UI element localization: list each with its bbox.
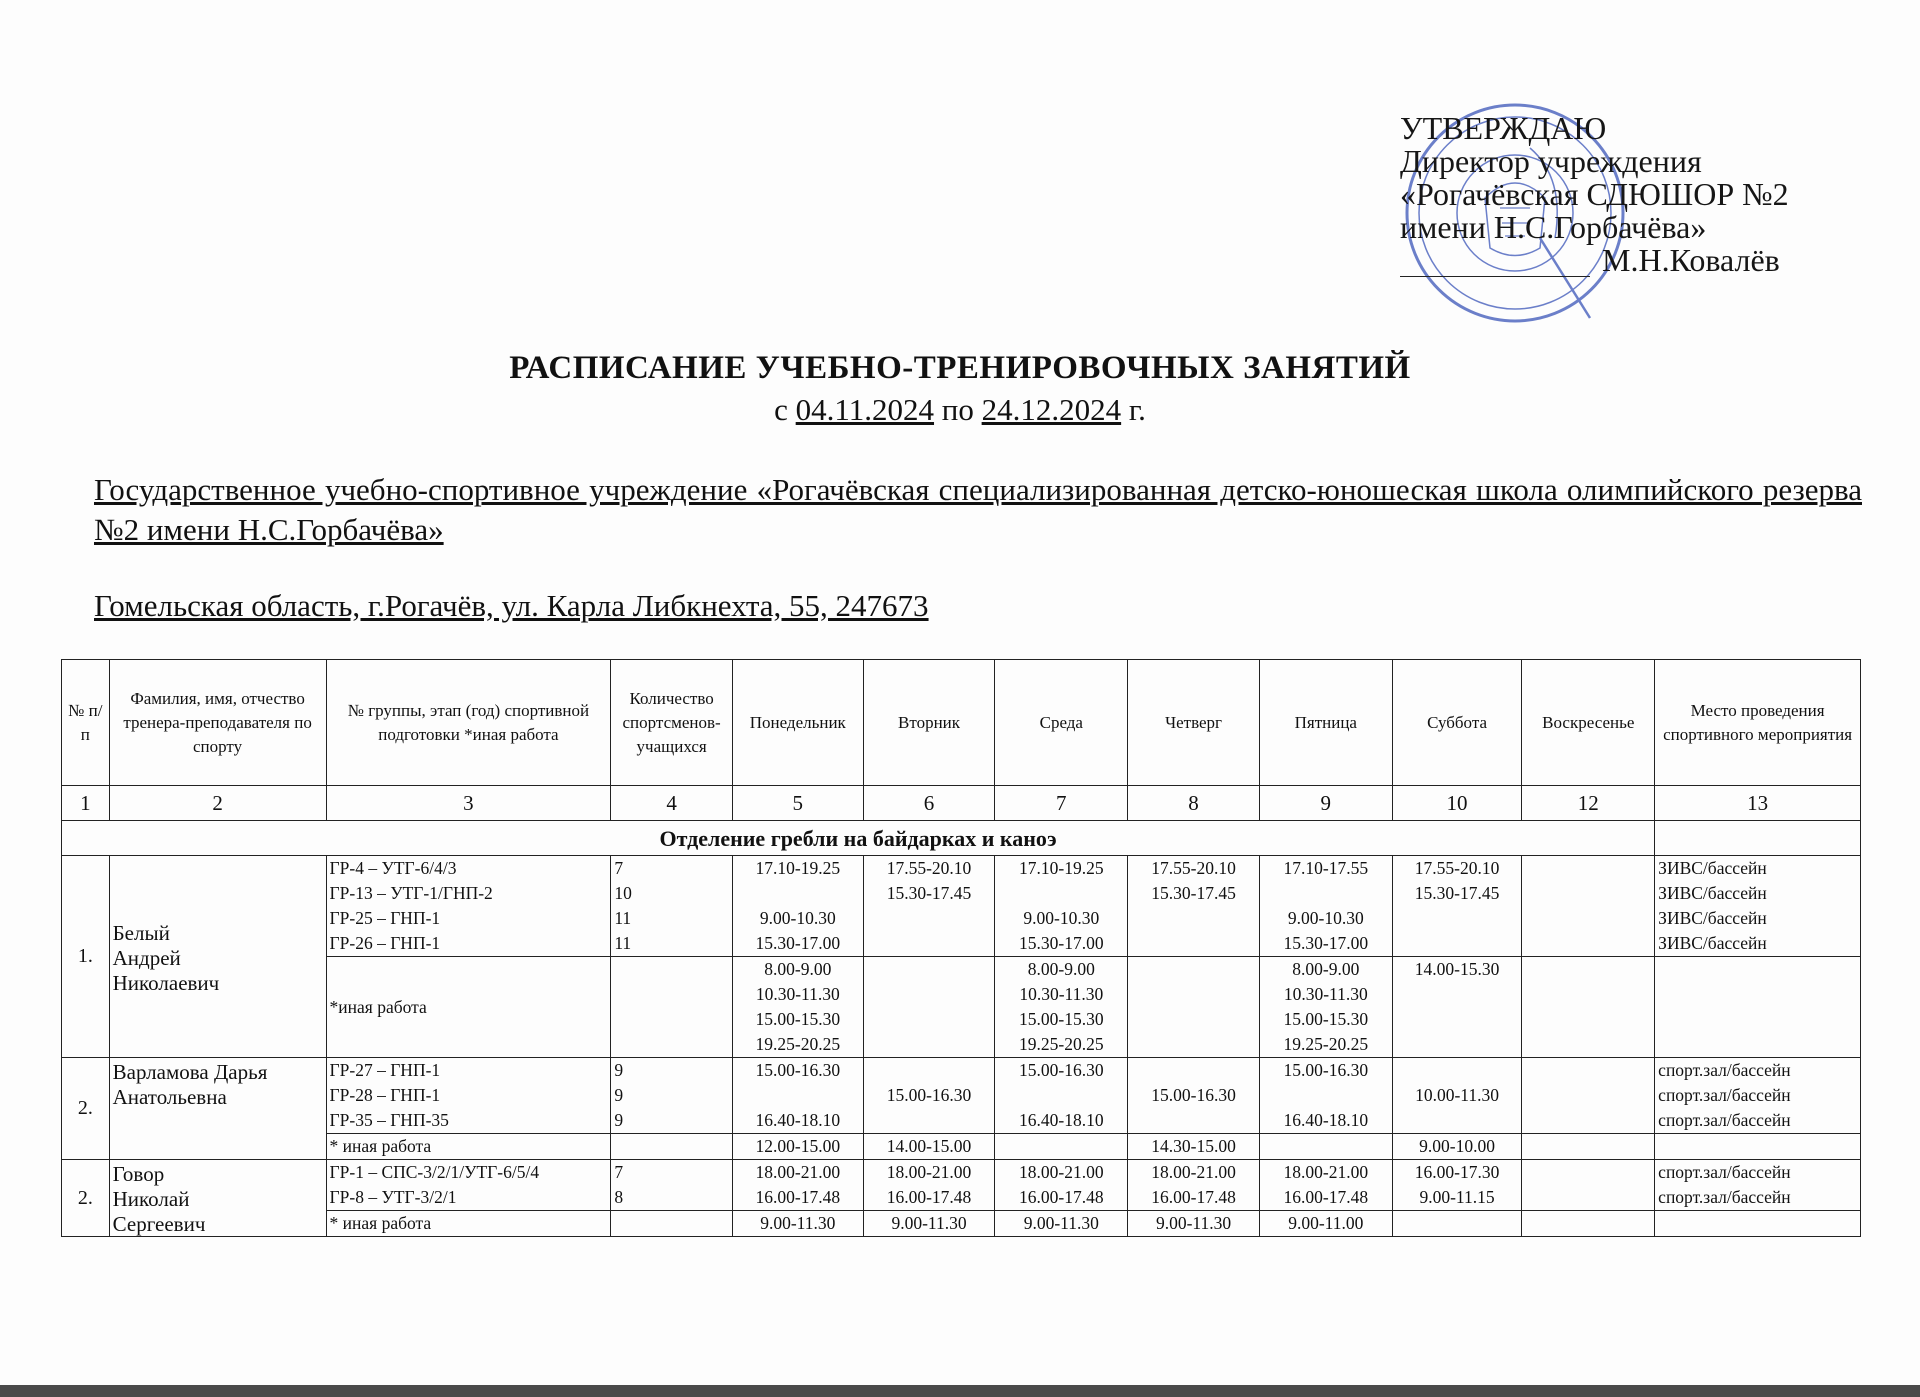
other-work-label: * иная работа (326, 1211, 611, 1237)
section-row (62, 821, 1861, 856)
schedule-wed-line: 15.30-17.00 (1019, 933, 1104, 953)
other-mon (732, 1211, 863, 1237)
approval-signature-row (1400, 244, 1789, 277)
schedule-mon-line: 17.10-19.25 (755, 858, 841, 878)
column-number: 10 (1392, 786, 1522, 821)
organization-address: Гомельская область, г.Рогачёв, ул. Карла Либкнехта, 55, 247673 (94, 588, 929, 623)
scan-edge-bar (0, 1385, 1920, 1397)
schedule-wed-line (998, 1083, 1124, 1108)
signature-line (1400, 250, 1590, 277)
other-mon (732, 1134, 863, 1160)
other-wed-line: 10.30-11.30 (1019, 984, 1104, 1004)
approval-institution-name: имени Н.С.Горбачёва» (1400, 209, 1707, 245)
other-sun (1522, 957, 1655, 1058)
schedule-tue (863, 1160, 995, 1211)
column-number: 5 (732, 786, 863, 821)
schedule-mon-line: 16.00-17.48 (755, 1187, 841, 1207)
schedule-tue-line: 15.00-16.30 (886, 1085, 972, 1105)
column-number-row (62, 786, 1861, 821)
document-title: РАСПИСАНИЕ УЧЕБНО-ТРЕНИРОВОЧНЫХ ЗАНЯТИЙ (509, 350, 1411, 386)
period-end-date: 24.12.2024 (981, 392, 1122, 427)
schedule-fri-line: 15.30-17.00 (1283, 933, 1369, 953)
schedule-fri-line: 9.00-10.30 (1287, 908, 1364, 928)
group-list-line: ГР-26 – ГНП-1 (329, 933, 441, 953)
schedule-wed-line (998, 881, 1124, 906)
other-fri-line: 9.00-11.00 (1288, 1213, 1364, 1233)
other-fri (1259, 957, 1392, 1058)
other-fri-line: 19.25-20.25 (1283, 1034, 1369, 1054)
other-fri-line: 8.00-9.00 (1292, 959, 1360, 979)
other-sat-line: 9.00-10.00 (1419, 1136, 1495, 1156)
coach-name-line: Анатольевна (112, 1085, 227, 1109)
schedule-thu-line (1131, 1108, 1256, 1133)
period-start-date: 04.11.2024 (795, 392, 935, 427)
venue-line: спорт.зал/бассейн (1658, 1060, 1791, 1080)
group-list-line: ГР-4 – УТГ-6/4/3 (329, 858, 457, 878)
schedule-sat (1392, 1058, 1522, 1134)
other-sat (1392, 1134, 1522, 1160)
group-list-line: ГР-1 – СПС-3/2/1/УТГ-6/5/4 (329, 1162, 540, 1182)
column-number: 13 (1655, 786, 1861, 821)
other-thu (1128, 1134, 1260, 1160)
venue (1655, 856, 1861, 957)
schedule-sat-line: 15.30-17.45 (1414, 883, 1500, 903)
schedule-fri-line: 16.00-17.48 (1283, 1187, 1369, 1207)
schedule-mon (732, 856, 863, 957)
other-mon-line: 8.00-9.00 (764, 959, 832, 979)
row-number: 1. (62, 856, 110, 1058)
venue (1655, 1058, 1861, 1134)
schedule-sat-line: 16.00-17.30 (1414, 1162, 1500, 1182)
schedule-thu-line: 17.55-20.10 (1151, 858, 1236, 878)
table-row (62, 1058, 1861, 1134)
schedule-fri (1259, 856, 1392, 957)
schedule-mon-line (736, 881, 860, 906)
schedule-tue-line: 17.55-20.10 (886, 858, 972, 878)
other-wed (995, 957, 1128, 1058)
coach-name-line: Андрей (112, 946, 181, 970)
schedule-fri-line (1263, 881, 1389, 906)
schedule-table (61, 659, 1861, 1237)
other-sun (1522, 1134, 1655, 1160)
athlete-count-line: 7 (614, 858, 624, 878)
schedule-sat-line: 9.00-11.15 (1419, 1187, 1495, 1207)
other-mon-line: 15.00-15.30 (755, 1009, 841, 1029)
schedule-tue-line (867, 1058, 992, 1083)
table-header-row (62, 660, 1861, 786)
other-thu-line: 14.30-15.00 (1151, 1136, 1236, 1156)
other-tue-line: 9.00-11.30 (891, 1213, 967, 1233)
other-sat (1392, 957, 1522, 1058)
column-number: 4 (611, 786, 733, 821)
athlete-count (611, 1160, 733, 1211)
header-tuesday: Вторник (863, 660, 995, 786)
row-number: 2. (62, 1160, 110, 1237)
schedule-tue-line (867, 1108, 992, 1133)
coach-rows (62, 856, 1861, 1237)
coach-name-line: Николай (112, 1187, 190, 1211)
coach-name-line: Варламова Дарья (112, 1060, 268, 1084)
table-row (62, 1160, 1861, 1211)
row-number: 2. (62, 1058, 110, 1160)
other-sun (1522, 1211, 1655, 1237)
schedule-tue-line (867, 931, 992, 956)
schedule-fri-line: 15.00-16.30 (1283, 1060, 1369, 1080)
group-list-line: ГР-25 – ГНП-1 (329, 908, 441, 928)
athlete-count-line: 7 (614, 1162, 624, 1182)
schedule-sat-line (1396, 1058, 1519, 1083)
schedule-thu (1128, 1160, 1260, 1211)
schedule-thu (1128, 856, 1260, 957)
column-number: 1 (62, 786, 110, 821)
schedule-sat-line (1396, 931, 1519, 956)
athlete-count (611, 1058, 733, 1134)
schedule-sun (1522, 1160, 1655, 1211)
other-wed-line: 9.00-11.30 (1023, 1213, 1099, 1233)
column-number: 7 (995, 786, 1128, 821)
schedule-mon-line: 15.30-17.00 (755, 933, 841, 953)
schedule-fri (1259, 1160, 1392, 1211)
header-saturday: Суббота (1392, 660, 1522, 786)
athlete-count-line: 9 (614, 1110, 624, 1130)
schedule-mon-line: 15.00-16.30 (755, 1060, 841, 1080)
schedule-wed (995, 856, 1128, 957)
other-thu-line: 9.00-11.30 (1155, 1213, 1232, 1233)
schedule-mon-line (736, 1083, 860, 1108)
schedule-mon (732, 1160, 863, 1211)
header-place: Место проведения спортивного мероприятия (1655, 660, 1861, 786)
header-count: Количество спортсменов-учащихся (611, 660, 733, 786)
other-sat (1392, 1211, 1522, 1237)
schedule-period: с 04.11.2024 по 24.12.2024 г. (774, 392, 1146, 427)
section-title: Отделение гребли на байдарках и каноэ (62, 821, 1655, 856)
schedule-wed-line: 17.10-19.25 (1019, 858, 1104, 878)
schedule-fri (1259, 1058, 1392, 1134)
schedule-thu-line: 18.00-21.00 (1151, 1162, 1236, 1182)
venue-line: ЗИВС/бассейн (1658, 908, 1767, 928)
schedule-tue-line: 16.00-17.48 (886, 1187, 972, 1207)
athlete-count-line: 9 (614, 1060, 624, 1080)
schedule-sat-line: 17.55-20.10 (1414, 858, 1500, 878)
other-mon-line: 9.00-11.30 (760, 1213, 836, 1233)
schedule-sat (1392, 1160, 1522, 1211)
other-wed-line: 19.25-20.25 (1019, 1034, 1104, 1054)
approval-position: Директор учреждения (1400, 143, 1702, 179)
coach-name (109, 1160, 326, 1237)
schedule-wed-line: 16.00-17.48 (1019, 1187, 1104, 1207)
coach-name-line: Белый (112, 921, 170, 945)
other-mon (732, 957, 863, 1058)
venue-line: спорт.зал/бассейн (1658, 1110, 1791, 1130)
schedule-thu (1128, 1058, 1260, 1134)
athlete-count-line: 10 (614, 883, 632, 903)
athlete-count (611, 856, 733, 957)
schedule-mon-line: 9.00-10.30 (759, 908, 836, 928)
schedule-tue-line: 15.30-17.45 (886, 883, 972, 903)
coach-name (109, 1058, 326, 1160)
schedule-sat-line: 10.00-11.30 (1415, 1085, 1500, 1105)
schedule-sun (1522, 1058, 1655, 1134)
athlete-count-line: 8 (614, 1187, 624, 1207)
group-list (326, 856, 611, 957)
column-number: 9 (1259, 786, 1392, 821)
schedule-thu-line (1131, 906, 1256, 931)
schedule-sat (1392, 856, 1522, 957)
group-list-line: ГР-27 – ГНП-1 (329, 1060, 441, 1080)
schedule-fri-line: 16.40-18.10 (1283, 1110, 1369, 1130)
header-friday: Пятница (1259, 660, 1392, 786)
header-group: № группы, этап (год) спортивной подготовки *иная работа (326, 660, 611, 786)
organization-name: Государственное учебно-спортивное учреждение «Рогачёвская специализированная детско-юношеская школа олимпийского резерва №2 имени Н.С.Горбачёва» (94, 472, 1862, 547)
column-number: 3 (326, 786, 611, 821)
schedule-thu-line (1131, 1058, 1256, 1083)
header-sunday: Воскресенье (1522, 660, 1655, 786)
schedule-wed-line: 18.00-21.00 (1019, 1162, 1104, 1182)
schedule-mon-line: 16.40-18.10 (755, 1110, 841, 1130)
header-coach: Фамилия, имя, отчество тренера-преподавателя по спорту (109, 660, 326, 786)
athlete-count-line: 9 (614, 1085, 624, 1105)
header-thursday: Четверг (1128, 660, 1260, 786)
header-number: № п/п (62, 660, 110, 786)
schedule-mon-line: 18.00-21.00 (755, 1162, 841, 1182)
schedule-thu-line: 16.00-17.48 (1151, 1187, 1236, 1207)
table-row-other-work (62, 1134, 1861, 1160)
schedule-wed-line: 9.00-10.30 (1023, 908, 1100, 928)
signatory-name: М.Н.Ковалёв (1602, 242, 1780, 278)
other-fri (1259, 1134, 1392, 1160)
table-row-other-work (62, 1211, 1861, 1237)
venue (1655, 1160, 1861, 1211)
group-list (326, 1160, 611, 1211)
other-work-label: * иная работа (326, 1134, 611, 1160)
approval-block (1400, 112, 1789, 277)
other-tue-line: 14.00-15.00 (886, 1136, 972, 1156)
other-wed-line: 15.00-15.30 (1019, 1009, 1104, 1029)
column-number: 12 (1522, 786, 1655, 821)
schedule-mon (732, 1058, 863, 1134)
approval-institution: «Рогачёвская СДЮШОР №2 (1400, 176, 1789, 212)
venue-line: ЗИВС/бассейн (1658, 883, 1767, 903)
table-row (62, 856, 1861, 957)
schedule-sat-line (1396, 906, 1519, 931)
schedule-tue (863, 1058, 995, 1134)
column-number: 2 (109, 786, 326, 821)
schedule-wed-line: 16.40-18.10 (1019, 1110, 1104, 1130)
athlete-count-line: 11 (614, 908, 632, 928)
other-mon-line: 10.30-11.30 (755, 984, 840, 1004)
other-work-label: *иная работа (326, 957, 611, 1058)
other-fri-line: 15.00-15.30 (1283, 1009, 1369, 1029)
group-list-line: ГР-28 – ГНП-1 (329, 1085, 441, 1105)
approval-heading: УТВЕРЖДАЮ (1400, 110, 1607, 146)
venue-line: ЗИВС/бассейн (1658, 933, 1767, 953)
schedule-sat-line (1396, 1108, 1519, 1133)
column-number: 6 (863, 786, 995, 821)
table-row-other-work (62, 957, 1861, 1058)
venue-line: спорт.зал/бассейн (1658, 1085, 1791, 1105)
header-wednesday: Среда (995, 660, 1128, 786)
group-list-line: ГР-13 – УТГ-1/ГНП-2 (329, 883, 493, 903)
schedule-tue-line (867, 906, 992, 931)
coach-name (109, 856, 326, 1058)
other-fri (1259, 1211, 1392, 1237)
other-tue (863, 957, 995, 1058)
header-monday: Понедельник (732, 660, 863, 786)
schedule-thu-line: 15.00-16.30 (1151, 1085, 1236, 1105)
venue-line: спорт.зал/бассейн (1658, 1162, 1791, 1182)
coach-name-line: Сергеевич (112, 1212, 206, 1236)
schedule-wed (995, 1058, 1128, 1134)
athlete-count-line: 11 (614, 933, 632, 953)
schedule-fri-line: 18.00-21.00 (1283, 1162, 1369, 1182)
schedule-sun (1522, 856, 1655, 957)
venue-line: ЗИВС/бассейн (1658, 858, 1767, 878)
other-sat-line: 14.00-15.30 (1414, 959, 1500, 979)
schedule-wed (995, 1160, 1128, 1211)
other-tue (863, 1211, 995, 1237)
other-wed-line: 8.00-9.00 (1027, 959, 1095, 979)
group-list-line: ГР-35 – ГНП-35 (329, 1110, 449, 1130)
other-mon-line: 12.00-15.00 (755, 1136, 841, 1156)
schedule-thu-line (1131, 931, 1256, 956)
column-number: 8 (1128, 786, 1260, 821)
other-thu (1128, 957, 1260, 1058)
schedule-thu-line: 15.30-17.45 (1151, 883, 1236, 903)
other-fri-line: 10.30-11.30 (1283, 984, 1368, 1004)
schedule-fri-line (1263, 1083, 1389, 1108)
coach-name-line: Николаевич (112, 971, 220, 995)
other-tue (863, 1134, 995, 1160)
coach-name-line: Говор (112, 1162, 165, 1186)
schedule-tue (863, 856, 995, 957)
schedule-fri-line: 17.10-17.55 (1283, 858, 1369, 878)
other-mon-line: 19.25-20.25 (755, 1034, 841, 1054)
other-wed (995, 1134, 1128, 1160)
venue-line: спорт.зал/бассейн (1658, 1187, 1791, 1207)
group-list-line: ГР-8 – УТГ-3/2/1 (329, 1187, 457, 1207)
other-wed (995, 1211, 1128, 1237)
schedule-tue-line: 18.00-21.00 (886, 1162, 972, 1182)
group-list (326, 1058, 611, 1134)
schedule-wed-line: 15.00-16.30 (1019, 1060, 1104, 1080)
other-thu (1128, 1211, 1260, 1237)
